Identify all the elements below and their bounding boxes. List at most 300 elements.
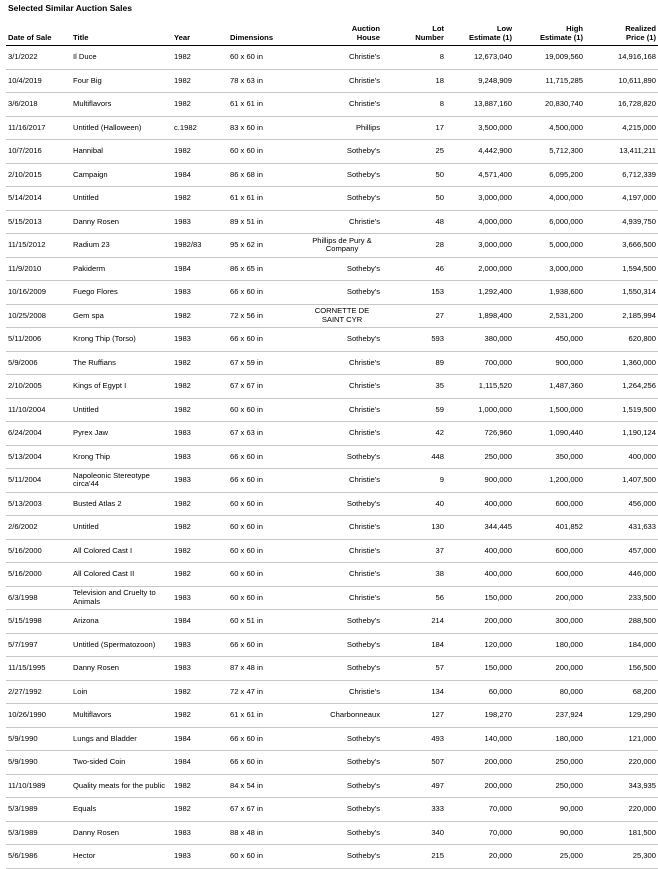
table-row <box>6 845 658 869</box>
cell-low-estimate: 200,000 <box>446 751 514 775</box>
cell-auction-house: Sotheby's <box>302 492 382 516</box>
table-row <box>6 93 658 117</box>
cell-title: Krong Thip <box>71 445 172 469</box>
cell-realized-price: 181,500 <box>585 821 658 845</box>
cell-lot-number: 38 <box>382 563 446 587</box>
cell-high-estimate: 600,000 <box>514 492 585 516</box>
table-row <box>6 633 658 657</box>
cell-high-estimate: 250,000 <box>514 751 585 775</box>
cell-title: Krong Thip (Torso) <box>71 328 172 352</box>
cell-lot-number: 340 <box>382 821 446 845</box>
cell-auction-house: Sotheby's <box>302 328 382 352</box>
cell-auction-house: Christie's <box>302 563 382 587</box>
cell-date: 6/24/2004 <box>6 422 71 446</box>
cell-realized-price: 343,935 <box>585 774 658 798</box>
cell-high-estimate: 20,830,740 <box>514 93 585 117</box>
table-row <box>6 257 658 281</box>
cell-year: 1984 <box>172 257 228 281</box>
cell-auction-house: Christie's <box>302 351 382 375</box>
cell-low-estimate: 400,000 <box>446 539 514 563</box>
cell-low-estimate: 120,000 <box>446 633 514 657</box>
col-high-estimate: High Estimate (1) <box>514 16 585 46</box>
cell-date: 5/13/2004 <box>6 445 71 469</box>
cell-low-estimate: 380,000 <box>446 328 514 352</box>
cell-lot-number: 184 <box>382 633 446 657</box>
cell-high-estimate: 11,715,285 <box>514 69 585 93</box>
cell-low-estimate: 150,000 <box>446 586 514 610</box>
table-row <box>6 774 658 798</box>
cell-auction-house: Sotheby's <box>302 751 382 775</box>
cell-title: Il Duce <box>71 46 172 70</box>
cell-auction-house: Sotheby's <box>302 798 382 822</box>
cell-year: 1983 <box>172 633 228 657</box>
cell-date: 10/4/2019 <box>6 69 71 93</box>
cell-year: 1983 <box>172 210 228 234</box>
cell-dimensions: 67 x 67 in <box>228 375 302 399</box>
cell-low-estimate: 344,445 <box>446 516 514 540</box>
cell-lot-number: 497 <box>382 774 446 798</box>
cell-low-estimate: 9,248,909 <box>446 69 514 93</box>
table-row <box>6 46 658 70</box>
cell-year: 1982 <box>172 492 228 516</box>
cell-date: 6/3/1998 <box>6 586 71 610</box>
cell-title: Pyrex Jaw <box>71 422 172 446</box>
cell-date: 5/7/1997 <box>6 633 71 657</box>
table-row <box>6 563 658 587</box>
cell-high-estimate: 80,000 <box>514 680 585 704</box>
cell-date: 5/16/2000 <box>6 563 71 587</box>
cell-year: 1983 <box>172 845 228 869</box>
cell-year: 1982 <box>172 187 228 211</box>
cell-title: Untitled (Halloween) <box>71 116 172 140</box>
cell-dimensions: 66 x 60 in <box>228 328 302 352</box>
cell-year: 1982 <box>172 375 228 399</box>
cell-lot-number: 8 <box>382 46 446 70</box>
cell-dimensions: 61 x 61 in <box>228 187 302 211</box>
cell-lot-number: 25 <box>382 140 446 164</box>
cell-high-estimate: 200,000 <box>514 657 585 681</box>
auction-sales-table <box>6 16 658 869</box>
cell-dimensions: 60 x 60 in <box>228 563 302 587</box>
col-title: Title <box>71 16 172 46</box>
cell-dimensions: 66 x 60 in <box>228 445 302 469</box>
cell-title: Radium 23 <box>71 234 172 258</box>
cell-low-estimate: 250,000 <box>446 445 514 469</box>
cell-auction-house: Christie's <box>302 375 382 399</box>
cell-high-estimate: 6,000,000 <box>514 210 585 234</box>
cell-date: 2/10/2015 <box>6 163 71 187</box>
table-row <box>6 610 658 634</box>
cell-year: 1982 <box>172 304 228 328</box>
table-row <box>6 140 658 164</box>
cell-year: 1983 <box>172 469 228 493</box>
cell-lot-number: 59 <box>382 398 446 422</box>
table-row <box>6 304 658 328</box>
table-row <box>6 657 658 681</box>
cell-dimensions: 88 x 48 in <box>228 821 302 845</box>
cell-date: 5/16/2000 <box>6 539 71 563</box>
cell-high-estimate: 1,500,000 <box>514 398 585 422</box>
cell-title: Danny Rosen <box>71 210 172 234</box>
cell-low-estimate: 900,000 <box>446 469 514 493</box>
cell-low-estimate: 400,000 <box>446 563 514 587</box>
cell-lot-number: 48 <box>382 210 446 234</box>
table-row <box>6 492 658 516</box>
cell-realized-price: 2,185,994 <box>585 304 658 328</box>
cell-date: 5/9/2006 <box>6 351 71 375</box>
cell-date: 11/10/2004 <box>6 398 71 422</box>
cell-high-estimate: 1,938,600 <box>514 281 585 305</box>
cell-year: 1982 <box>172 704 228 728</box>
cell-low-estimate: 13,887,160 <box>446 93 514 117</box>
cell-dimensions: 61 x 61 in <box>228 704 302 728</box>
cell-auction-house: Sotheby's <box>302 657 382 681</box>
cell-realized-price: 288,500 <box>585 610 658 634</box>
cell-auction-house: Christie's <box>302 69 382 93</box>
cell-lot-number: 57 <box>382 657 446 681</box>
cell-lot-number: 8 <box>382 93 446 117</box>
table-row <box>6 234 658 258</box>
table-row <box>6 210 658 234</box>
cell-title: Hector <box>71 845 172 869</box>
cell-title: Danny Rosen <box>71 657 172 681</box>
cell-auction-house: Sotheby's <box>302 257 382 281</box>
table-row <box>6 704 658 728</box>
cell-dimensions: 72 x 47 in <box>228 680 302 704</box>
cell-lot-number: 593 <box>382 328 446 352</box>
cell-auction-house: CORNETTE DE SAINT CYR <box>302 304 382 328</box>
cell-lot-number: 9 <box>382 469 446 493</box>
cell-high-estimate: 250,000 <box>514 774 585 798</box>
cell-title: Two-sided Coin <box>71 751 172 775</box>
cell-realized-price: 4,215,000 <box>585 116 658 140</box>
table-header-row <box>6 16 658 46</box>
cell-lot-number: 134 <box>382 680 446 704</box>
cell-lot-number: 37 <box>382 539 446 563</box>
table-row <box>6 445 658 469</box>
cell-title: Arizona <box>71 610 172 634</box>
cell-high-estimate: 1,090,440 <box>514 422 585 446</box>
col-lot-number: Lot Number <box>382 16 446 46</box>
cell-low-estimate: 12,673,040 <box>446 46 514 70</box>
cell-realized-price: 25,300 <box>585 845 658 869</box>
cell-title: Quality meats for the public <box>71 774 172 798</box>
cell-date: 3/6/2018 <box>6 93 71 117</box>
cell-dimensions: 66 x 60 in <box>228 633 302 657</box>
cell-high-estimate: 4,000,000 <box>514 187 585 211</box>
cell-realized-price: 4,939,750 <box>585 210 658 234</box>
cell-lot-number: 50 <box>382 163 446 187</box>
cell-dimensions: 60 x 60 in <box>228 516 302 540</box>
cell-title: Danny Rosen <box>71 821 172 845</box>
cell-auction-house: Christie's <box>302 680 382 704</box>
cell-low-estimate: 4,571,400 <box>446 163 514 187</box>
cell-high-estimate: 600,000 <box>514 563 585 587</box>
table-row <box>6 69 658 93</box>
cell-title: Television and Cruelty to Animals <box>71 586 172 610</box>
cell-auction-house: Christie's <box>302 469 382 493</box>
cell-low-estimate: 1,292,400 <box>446 281 514 305</box>
cell-lot-number: 17 <box>382 116 446 140</box>
cell-auction-house: Sotheby's <box>302 140 382 164</box>
cell-title: Untitled <box>71 187 172 211</box>
cell-auction-house: Christie's <box>302 422 382 446</box>
table-row <box>6 751 658 775</box>
cell-dimensions: 60 x 60 in <box>228 140 302 164</box>
cell-date: 5/9/1990 <box>6 727 71 751</box>
cell-low-estimate: 150,000 <box>446 657 514 681</box>
cell-realized-price: 16,728,820 <box>585 93 658 117</box>
page-title: Selected Similar Auction Sales <box>8 3 132 13</box>
cell-realized-price: 14,916,168 <box>585 46 658 70</box>
cell-high-estimate: 180,000 <box>514 727 585 751</box>
cell-low-estimate: 70,000 <box>446 798 514 822</box>
cell-lot-number: 18 <box>382 69 446 93</box>
cell-realized-price: 1,190,124 <box>585 422 658 446</box>
cell-realized-price: 129,290 <box>585 704 658 728</box>
cell-title: Untitled <box>71 398 172 422</box>
cell-realized-price: 457,000 <box>585 539 658 563</box>
cell-title: Busted Atlas 2 <box>71 492 172 516</box>
cell-lot-number: 493 <box>382 727 446 751</box>
cell-title: Loin <box>71 680 172 704</box>
cell-realized-price: 233,500 <box>585 586 658 610</box>
cell-date: 10/25/2008 <box>6 304 71 328</box>
cell-realized-price: 220,000 <box>585 751 658 775</box>
cell-title: The Ruffians <box>71 351 172 375</box>
cell-year: 1984 <box>172 610 228 634</box>
cell-date: 11/15/2012 <box>6 234 71 258</box>
cell-lot-number: 448 <box>382 445 446 469</box>
cell-dimensions: 78 x 63 in <box>228 69 302 93</box>
cell-year: 1983 <box>172 821 228 845</box>
cell-date: 10/7/2016 <box>6 140 71 164</box>
col-realized-price: Realized Price (1) <box>585 16 658 46</box>
cell-auction-house: Christie's <box>302 586 382 610</box>
cell-year: 1982 <box>172 398 228 422</box>
cell-year: 1982 <box>172 563 228 587</box>
cell-auction-house: Christie's <box>302 516 382 540</box>
cell-date: 5/14/2014 <box>6 187 71 211</box>
cell-low-estimate: 198,270 <box>446 704 514 728</box>
cell-realized-price: 13,411,211 <box>585 140 658 164</box>
cell-year: 1983 <box>172 586 228 610</box>
cell-year: 1984 <box>172 727 228 751</box>
cell-date: 10/16/2009 <box>6 281 71 305</box>
cell-dimensions: 89 x 51 in <box>228 210 302 234</box>
table-row <box>6 727 658 751</box>
cell-lot-number: 333 <box>382 798 446 822</box>
cell-dimensions: 95 x 62 in <box>228 234 302 258</box>
cell-realized-price: 456,000 <box>585 492 658 516</box>
cell-realized-price: 1,519,500 <box>585 398 658 422</box>
cell-lot-number: 215 <box>382 845 446 869</box>
cell-low-estimate: 3,500,000 <box>446 116 514 140</box>
cell-realized-price: 156,500 <box>585 657 658 681</box>
cell-title: Napoleonic Stereotype circa'44 <box>71 469 172 493</box>
col-date-of-sale: Date of Sale <box>6 16 71 46</box>
cell-high-estimate: 2,531,200 <box>514 304 585 328</box>
cell-realized-price: 6,712,339 <box>585 163 658 187</box>
cell-lot-number: 214 <box>382 610 446 634</box>
cell-lot-number: 35 <box>382 375 446 399</box>
cell-date: 5/9/1990 <box>6 751 71 775</box>
cell-title: Four Big <box>71 69 172 93</box>
cell-auction-house: Christie's <box>302 539 382 563</box>
cell-auction-house: Sotheby's <box>302 163 382 187</box>
cell-realized-price: 1,360,000 <box>585 351 658 375</box>
cell-lot-number: 56 <box>382 586 446 610</box>
cell-year: 1983 <box>172 422 228 446</box>
cell-date: 5/6/1986 <box>6 845 71 869</box>
cell-year: 1982 <box>172 798 228 822</box>
cell-lot-number: 28 <box>382 234 446 258</box>
cell-auction-house: Christie's <box>302 46 382 70</box>
cell-lot-number: 507 <box>382 751 446 775</box>
cell-title: Multiflavors <box>71 704 172 728</box>
cell-date: 11/16/2017 <box>6 116 71 140</box>
cell-dimensions: 66 x 60 in <box>228 281 302 305</box>
cell-lot-number: 50 <box>382 187 446 211</box>
cell-high-estimate: 3,000,000 <box>514 257 585 281</box>
cell-high-estimate: 350,000 <box>514 445 585 469</box>
table-row <box>6 163 658 187</box>
table-row <box>6 469 658 493</box>
cell-title: Fuego Flores <box>71 281 172 305</box>
cell-title: Gem spa <box>71 304 172 328</box>
cell-title: Kings of Egypt I <box>71 375 172 399</box>
cell-lot-number: 40 <box>382 492 446 516</box>
cell-dimensions: 72 x 56 in <box>228 304 302 328</box>
cell-year: 1982 <box>172 680 228 704</box>
cell-auction-house: Charbonneaux <box>302 704 382 728</box>
cell-realized-price: 1,594,500 <box>585 257 658 281</box>
cell-title: Campaign <box>71 163 172 187</box>
cell-high-estimate: 1,200,000 <box>514 469 585 493</box>
cell-realized-price: 10,611,890 <box>585 69 658 93</box>
cell-auction-house: Phillips <box>302 116 382 140</box>
cell-dimensions: 66 x 60 in <box>228 727 302 751</box>
cell-year: 1983 <box>172 328 228 352</box>
table-row <box>6 422 658 446</box>
cell-lot-number: 42 <box>382 422 446 446</box>
cell-auction-house: Phillips de Pury & Company <box>302 234 382 258</box>
table-row <box>6 375 658 399</box>
cell-year: 1983 <box>172 657 228 681</box>
cell-title: Untitled (Spermatozoon) <box>71 633 172 657</box>
cell-dimensions: 86 x 68 in <box>228 163 302 187</box>
cell-lot-number: 130 <box>382 516 446 540</box>
cell-low-estimate: 3,000,000 <box>446 234 514 258</box>
cell-date: 5/11/2006 <box>6 328 71 352</box>
cell-date: 5/13/2003 <box>6 492 71 516</box>
cell-realized-price: 4,197,000 <box>585 187 658 211</box>
table-row <box>6 281 658 305</box>
cell-year: 1983 <box>172 445 228 469</box>
cell-title: Equals <box>71 798 172 822</box>
cell-low-estimate: 700,000 <box>446 351 514 375</box>
cell-auction-house: Christie's <box>302 93 382 117</box>
col-auction-house: Auction House <box>302 16 382 46</box>
table-row <box>6 798 658 822</box>
table-row <box>6 586 658 610</box>
cell-realized-price: 446,000 <box>585 563 658 587</box>
cell-lot-number: 27 <box>382 304 446 328</box>
table-row <box>6 680 658 704</box>
cell-high-estimate: 450,000 <box>514 328 585 352</box>
cell-low-estimate: 60,000 <box>446 680 514 704</box>
cell-date: 11/10/1989 <box>6 774 71 798</box>
cell-realized-price: 184,000 <box>585 633 658 657</box>
cell-date: 2/6/2002 <box>6 516 71 540</box>
cell-realized-price: 121,000 <box>585 727 658 751</box>
table-row <box>6 539 658 563</box>
cell-dimensions: 60 x 51 in <box>228 610 302 634</box>
cell-auction-house: Sotheby's <box>302 633 382 657</box>
cell-dimensions: 60 x 60 in <box>228 46 302 70</box>
cell-year: 1982 <box>172 774 228 798</box>
cell-low-estimate: 400,000 <box>446 492 514 516</box>
table-row <box>6 116 658 140</box>
cell-year: 1982 <box>172 46 228 70</box>
cell-dimensions: 66 x 60 in <box>228 469 302 493</box>
cell-dimensions: 66 x 60 in <box>228 751 302 775</box>
table-body <box>6 46 658 869</box>
cell-auction-house: Sotheby's <box>302 187 382 211</box>
cell-high-estimate: 180,000 <box>514 633 585 657</box>
cell-title: Pakiderm <box>71 257 172 281</box>
cell-high-estimate: 19,009,560 <box>514 46 585 70</box>
cell-realized-price: 1,264,256 <box>585 375 658 399</box>
cell-high-estimate: 900,000 <box>514 351 585 375</box>
cell-dimensions: 60 x 60 in <box>228 398 302 422</box>
cell-title: Lungs and Bladder <box>71 727 172 751</box>
cell-low-estimate: 2,000,000 <box>446 257 514 281</box>
cell-low-estimate: 3,000,000 <box>446 187 514 211</box>
cell-lot-number: 46 <box>382 257 446 281</box>
cell-lot-number: 89 <box>382 351 446 375</box>
cell-realized-price: 431,633 <box>585 516 658 540</box>
cell-year: 1984 <box>172 751 228 775</box>
cell-realized-price: 1,407,500 <box>585 469 658 493</box>
cell-high-estimate: 90,000 <box>514 821 585 845</box>
cell-year: c.1982 <box>172 116 228 140</box>
cell-high-estimate: 4,500,000 <box>514 116 585 140</box>
cell-year: 1982 <box>172 93 228 117</box>
cell-dimensions: 61 x 61 in <box>228 93 302 117</box>
cell-date: 5/15/2013 <box>6 210 71 234</box>
cell-dimensions: 60 x 60 in <box>228 492 302 516</box>
cell-high-estimate: 5,000,000 <box>514 234 585 258</box>
cell-title: Hannibal <box>71 140 172 164</box>
cell-lot-number: 153 <box>382 281 446 305</box>
table-row <box>6 328 658 352</box>
cell-low-estimate: 1,898,400 <box>446 304 514 328</box>
cell-high-estimate: 300,000 <box>514 610 585 634</box>
cell-year: 1982 <box>172 351 228 375</box>
cell-date: 2/27/1992 <box>6 680 71 704</box>
cell-auction-house: Sotheby's <box>302 445 382 469</box>
table-row <box>6 187 658 211</box>
cell-date: 11/15/1995 <box>6 657 71 681</box>
cell-date: 3/1/2022 <box>6 46 71 70</box>
cell-year: 1982 <box>172 140 228 164</box>
cell-realized-price: 220,000 <box>585 798 658 822</box>
cell-low-estimate: 1,000,000 <box>446 398 514 422</box>
cell-realized-price: 3,666,500 <box>585 234 658 258</box>
cell-low-estimate: 4,442,900 <box>446 140 514 164</box>
cell-auction-house: Sotheby's <box>302 610 382 634</box>
